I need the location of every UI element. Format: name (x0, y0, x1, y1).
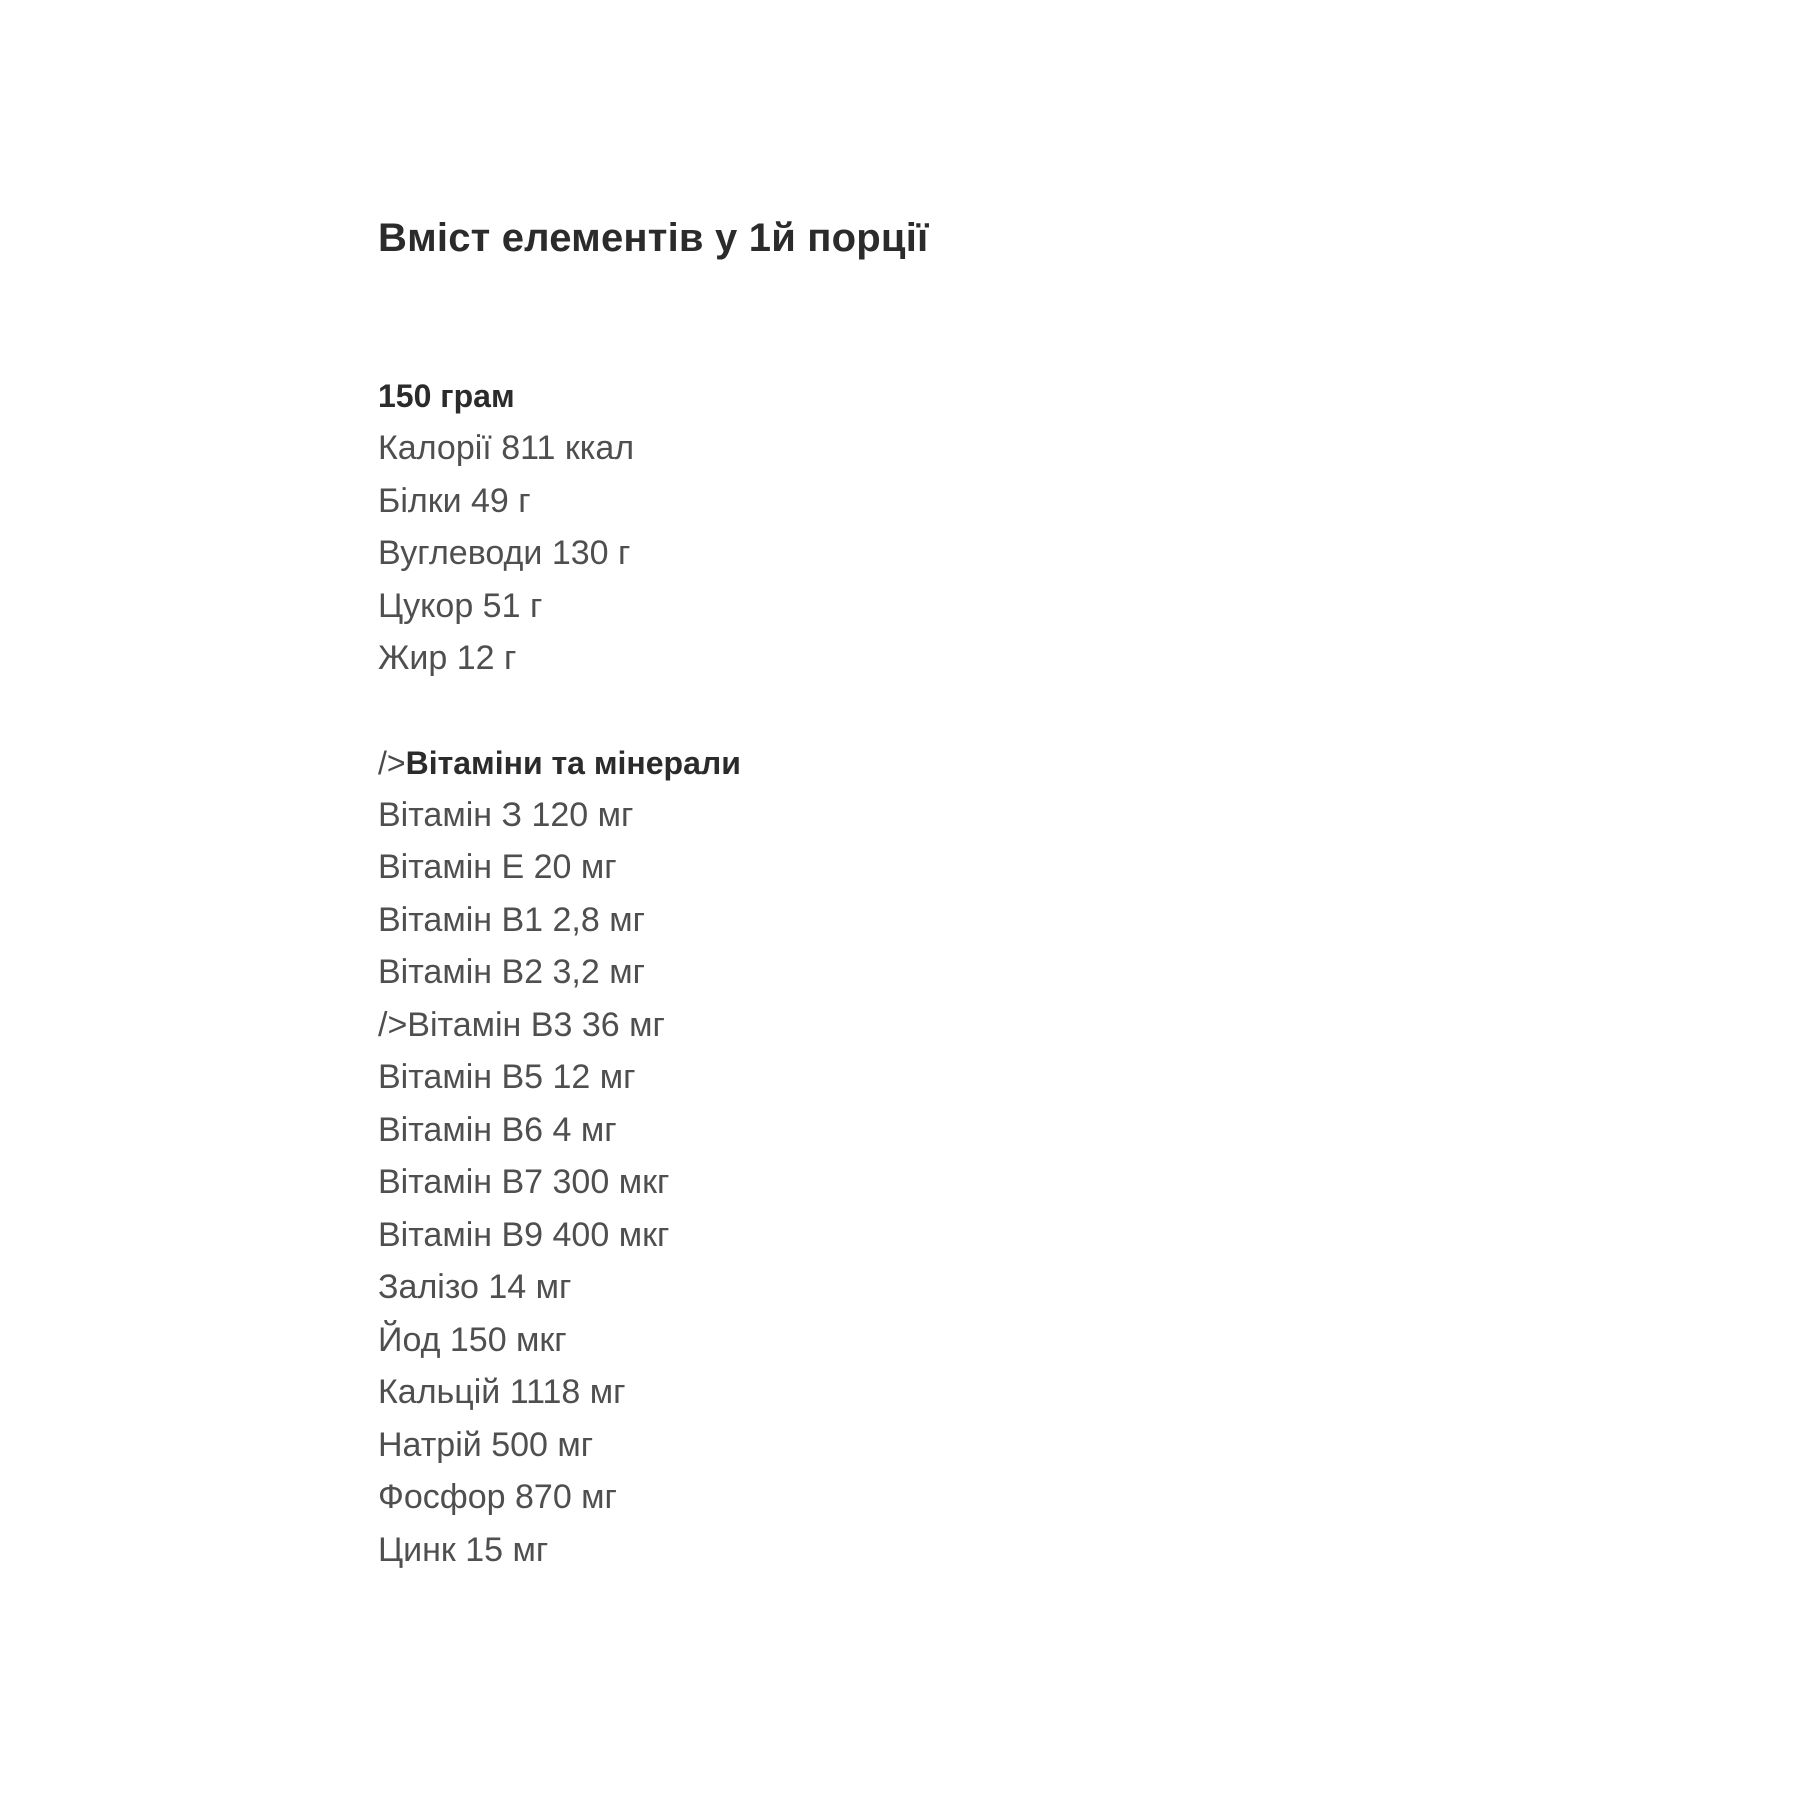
mineral-item: Натрій 500 мг (378, 1425, 594, 1464)
mineral-item: Йод 150 мкг (378, 1320, 567, 1359)
vitamin-item: Вітамін В9 400 мкг (378, 1215, 670, 1254)
nutrient-carbs: Вуглеводи 130 г (378, 534, 631, 572)
page-title: Вміст елементів у 1й порції (378, 216, 929, 260)
mineral-item: Фосфор 870 мг (378, 1478, 617, 1516)
vitamin-item: Вітамін З 120 мг (378, 795, 634, 834)
vitamins-section (378, 737, 1478, 1577)
nutrient-sugar: Цукор 51 г (378, 586, 543, 625)
nutrient-protein: Білки 49 г (378, 481, 531, 520)
vitamin-item: />Вітамін В3 36 мг (378, 1005, 665, 1044)
vitamin-item: Вітамін В2 3,2 мг (378, 953, 646, 991)
serving-heading: 150 грам (378, 378, 515, 414)
vitamins-heading: Вітаміни та мінерали (405, 744, 741, 781)
vitamin-item: Вітамін В5 12 мг (378, 1058, 636, 1096)
serving-list (378, 422, 1478, 685)
serving-section (378, 370, 1478, 685)
mineral-item: Залізо 14 мг (378, 1268, 572, 1306)
mineral-item: Цинк 15 мг (378, 1530, 549, 1569)
vitamin-item: Вітамін В1 2,8 мг (378, 900, 646, 939)
nutrient-calories: Калорії 811 ккал (378, 429, 635, 467)
mineral-item: Кальцій 1118 мг (378, 1373, 626, 1411)
vitamins-list (378, 789, 1478, 1577)
vitamin-item: Вітамін Е 20 мг (378, 848, 617, 886)
vitamins-heading-row (378, 737, 1478, 789)
vitamin-item: Вітамін В7 300 мкг (378, 1163, 670, 1201)
vitamin-item: Вітамін В6 4 мг (378, 1110, 617, 1149)
vitamins-heading-prefix: /> (378, 744, 406, 781)
nutrition-content (378, 208, 1478, 1576)
nutrient-fat: Жир 12 г (378, 639, 517, 677)
